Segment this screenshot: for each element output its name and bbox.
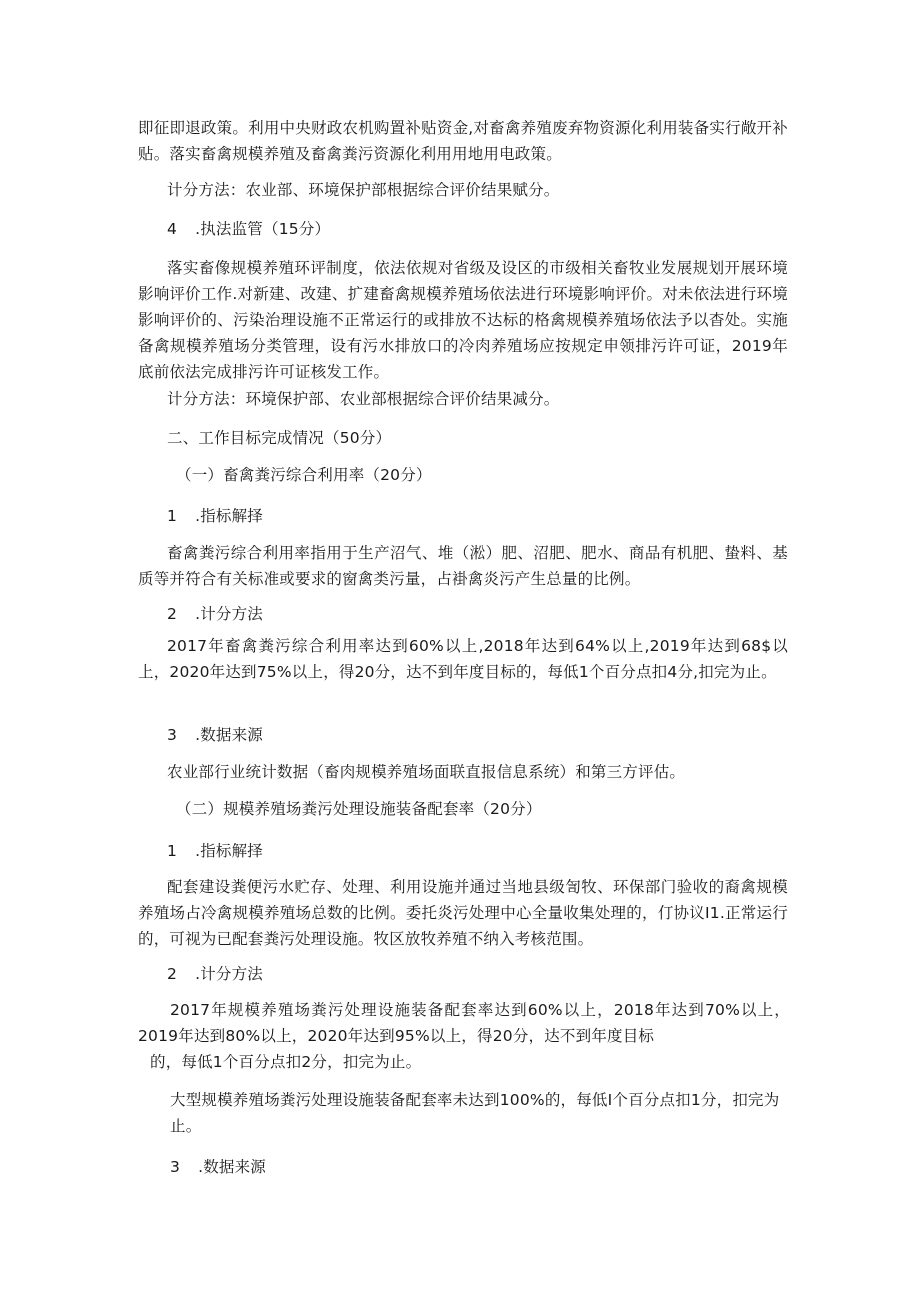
item-heading-data-source-1: 3 .数据来源 — [167, 726, 263, 744]
scoring-method-1: 计分方法：农业部、环境保护部根据综合评价结果赋分。 — [167, 181, 560, 199]
paragraph-utilization-definition: 畜禽粪污综合利用率指用于生产沼气、堆（淞）肥、沼肥、肥水、商品有机肥、蛰料、基质等并符合有关标准或要求的窗禽类污量，占褂禽炎污产生总量的比例。 — [138, 544, 788, 588]
section-heading-enforcement: 4 .执法监管（15分） — [167, 220, 331, 238]
paragraph-data-source-1: 农业部行业统计数据（畜肉规模养殖场面联直报信息系统）和第三方评估。 — [167, 763, 686, 781]
subsection-heading-utilization-rate: （一）畜禽粪污综合利用率（20分） — [176, 466, 432, 484]
paragraph-subsidy-policy: 即征即退政策。利用中央财政农机购置补贴资金,对畜禽养殖废弃物资源化利用装备实行敞开补贴。落实畜禽规模养殖及畜禽粪污资源化利用用地用电政策。 — [138, 119, 788, 163]
paragraph-enforcement: 落实畜像规模养殖环评制度，依法依规对省级及设区的市级相关畜牧业发展规划开展环境影响评价工作.对新建、改建、扩建畜禽规模养殖场依法进行环境影响评价。对未依法进行环境影响评价的、污染治理设施不正常运行的或排放不达标的格禽规模养殖场依法予以杳处。实施备禽规模养殖场分类管理，设有污水排放口的冷肉养殖场应按规定申领排污许可证，2019年底前依法完成排污许可证核发工作。 — [138, 259, 788, 381]
paragraph-facility-scoring: 2017年规模养殖场粪污处理设施装备配套率达到60%以上，2018年达到70%以上，2019年达到80%以上，2020年达到95%以上，得20分，达不到年度目标 — [138, 1001, 790, 1045]
item-heading-data-source-2: 3 .数据来源 — [170, 1158, 266, 1176]
paragraph-facility-scoring-cont: 的，每低1个百分点扣2分，扣完为止。 — [150, 1053, 422, 1071]
item-heading-indicator-1: 1 .指标解择 — [167, 507, 263, 525]
paragraph-large-farm-rate: 大型规模养殖场粪污处理设施装备配套率未达到100%的，每低I个百分点扣1分，扣完为止。 — [170, 1091, 780, 1135]
section-heading-goals: 二、工作目标完成情况（50分） — [167, 429, 392, 447]
paragraph-utilization-scoring: 2017年畜禽粪污综合利用率达到60%以上,2018年达到64%以上,2019年达到68$以上，2020年达到75%以上，得20分，达不到年度目标的，每低1个百分点扣4分,扣完为止。 — [138, 637, 788, 681]
scoring-method-2: 计分方法：环境保护部、农业部根据综合评价结果减分。 — [167, 390, 560, 408]
item-heading-indicator-2: 1 .指标解择 — [167, 842, 263, 860]
subsection-heading-facility-rate: （二）规模养殖场粪污处理设施装备配套率（20分） — [176, 800, 542, 818]
paragraph-facility-definition: 配套建设粪便污水贮存、处理、利用设施并通过当地县级訇牧、环保部门验收的裔禽规模养殖场占冷禽规模养殖场总数的比例。委托炎污处理中心全量收集处理的，仃协议I1.正常运行的，可视为已配套粪污处理设施。牧区放牧养殖不纳入考核范围。 — [138, 878, 788, 948]
item-heading-scoring-2: 2 .计分方法 — [167, 965, 263, 983]
item-heading-scoring-1: 2 .计分方法 — [167, 605, 263, 623]
